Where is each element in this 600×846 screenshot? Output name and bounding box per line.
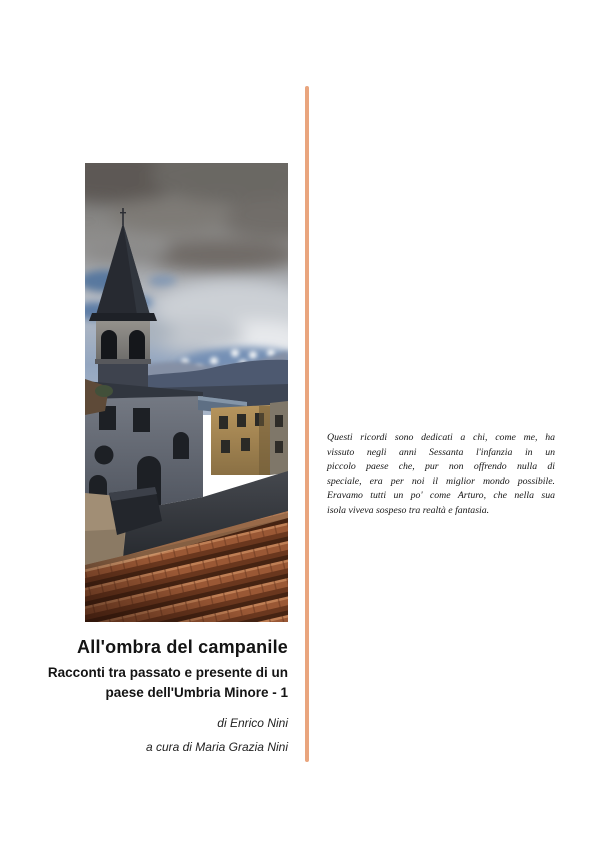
cover-photo <box>85 163 288 622</box>
book-subtitle-line: Racconti tra passato e presente di un <box>47 665 288 680</box>
book-title: All'ombra del campanile <box>77 637 288 657</box>
dedication-line: Questi ricordi sono dedicati a chi, come me, ha <box>327 432 555 443</box>
vertical-divider-line <box>305 86 309 762</box>
book-subtitle-line: paese dell'Umbria Minore - 1 <box>105 685 288 700</box>
author-line: di Enrico Nini <box>217 716 288 730</box>
dedication-line: speciale, era per noi il miglior mondo possibile. <box>327 475 555 487</box>
curator-line: a cura di Maria Grazia Nini <box>145 740 288 754</box>
dedication-line: piccolo paese che, pur non offrendo nulla di <box>327 461 555 473</box>
dedication-line: Eravamo tutti un po' come Arturo, che nella sua <box>327 490 555 502</box>
book-subtitle <box>0 663 288 703</box>
dedication-line: vissuto negli anni Sessanta l'infanzia in un <box>327 446 555 458</box>
cover-photo-illustration <box>85 163 288 622</box>
dedication-line: isola viveva sospeso tra realtà e fantasia. <box>327 504 490 516</box>
photo-village-buildings <box>198 396 288 475</box>
dedication-text <box>327 431 555 519</box>
